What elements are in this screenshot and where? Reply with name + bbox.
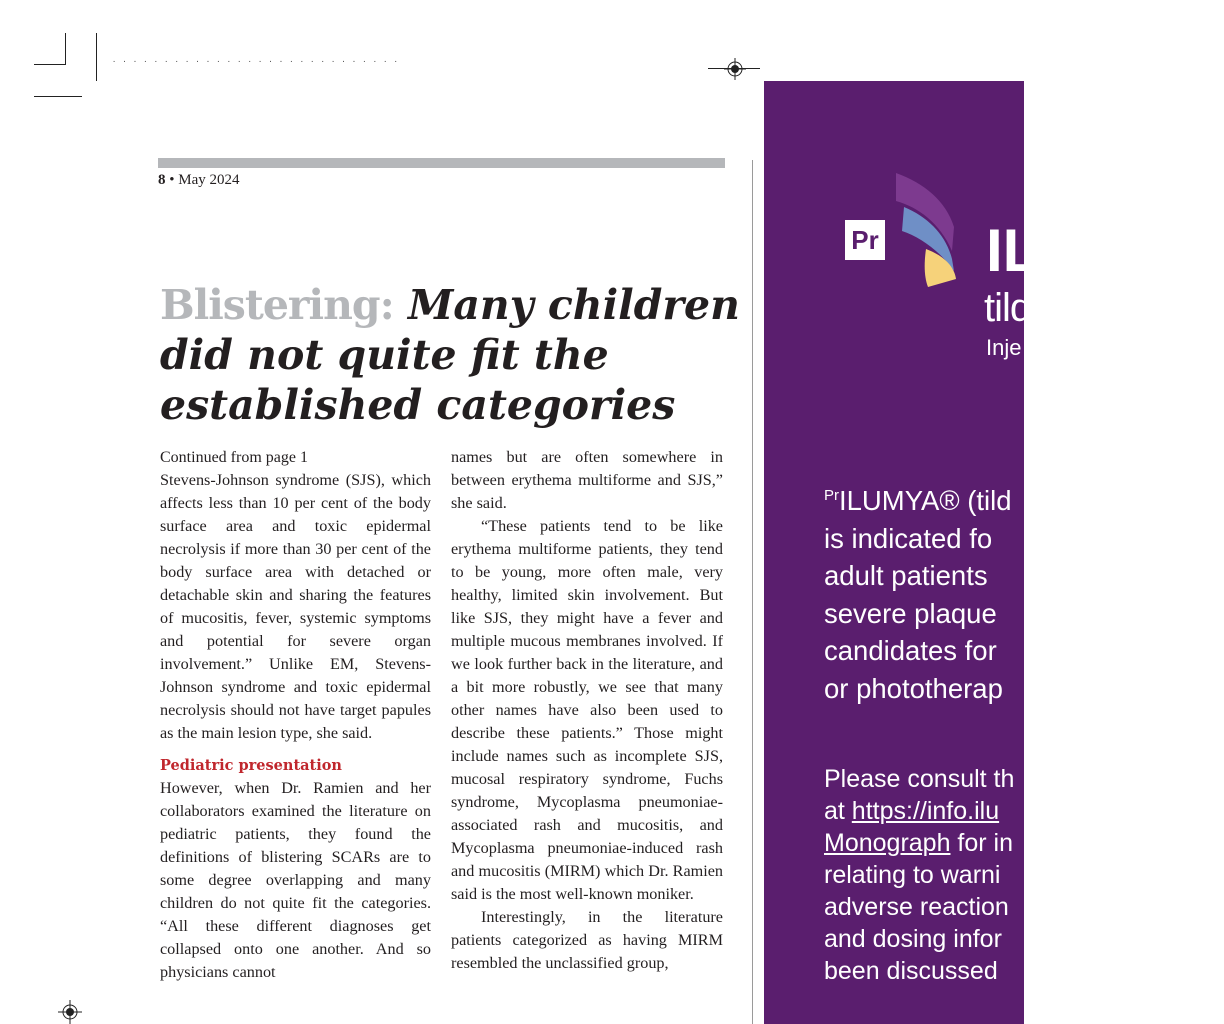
consult-line: been discussed [824,957,998,985]
issue-date: May 2024 [178,172,240,188]
folio-separator: • [169,172,175,188]
consult-line-rest: for in [950,829,1014,857]
printer-slug: · · · · · · · · · · · · · · · · · · · · · · · · · · · · [112,58,399,66]
consult-line: relating to warni [824,861,1001,889]
monograph-link[interactable]: https://info.ilu [851,797,1000,825]
body-paragraph: Stevens-Johnson syndrome (SJS), which affects less than 10 per cent of the body surface area and toxic epidermal necrolysis if more than 30 per cent of the body surface area with detached or detachable skin and sharing the features of mucositis, fever, systemic symptoms and potential for severe organ involvement.” Unlike EM, Stevens-Johnson syndrome and toxic epidermal necrolysis should not have target papules as the main lesion type, she said. [160,471,431,742]
indication-line-text: ILUMYA® (tild [839,485,1012,517]
header-rule [158,158,725,168]
article-column-1 [160,446,431,984]
registration-mark-icon [724,58,746,80]
indication-text [824,477,1224,707]
consult-line [824,827,1224,859]
indication-line: severe plaque [824,597,997,629]
ilumya-advertisement [764,81,1040,1024]
consult-line: and dosing infor [824,925,1002,953]
indication-line: is indicated fo [824,522,993,554]
continued-label: Continued from page 1 [160,449,308,466]
crop-mark [34,96,82,97]
page-number: 8 [158,172,166,188]
indication-line: adult patients [824,560,988,592]
consult-prefix: at [824,797,852,825]
folio [158,172,240,189]
administration-route: Inje [986,335,1022,360]
crop-mark [34,64,66,65]
body-paragraph: “These patients tend to be like erythema multiforme patients, they tend to be young, more often male, very healthy, limited skin involvement. But like SJS, they might have a fever and multiple mucous membranes involved. If we look further back in the literature, and a bit more robustly, we see that many other names have also been used to describe these patients.” Those might include names such as incomplete SJS, mucosal respiratory syndrome, Fuchs syndrome, Mycoplasma pneumoniae-associated rash and mucositis, and Mycoplasma pneumoniae-induced rash and mucositis (MIRM) which Dr. Ramien said is the most well-known moniker. [451,517,723,903]
crop-mark [65,33,66,65]
ilumya-logo-icon [894,167,968,293]
column-divider [752,160,753,1024]
indication-superscript: Pr [824,487,839,504]
consult-line [824,795,1224,827]
body-paragraph: names but are often somewhere in between erythema multiforme and SJS,” she said. [451,448,723,512]
generic-name: tild [984,286,1032,330]
consult-text [824,763,1224,987]
article-column-2 [451,446,723,975]
section-subhead: Pediatric presentation [160,757,342,774]
indication-line [824,477,1224,520]
consult-line: Please consult th [824,765,1015,793]
brand-name: IL [986,217,1040,284]
registration-mark-icon [58,1000,82,1024]
consult-line: adverse reaction [824,893,1009,921]
headline-kicker: Blistering: [160,281,394,329]
indication-line: or phototherap [824,672,1003,704]
body-paragraph: Interestingly, in the literature patients categorized as having MIRM resembled the unclassified group, [451,908,723,972]
article-headline [160,280,740,430]
headline-text: Many children did not quite fit the established categories [160,281,740,429]
pr-badge: Pr [845,220,885,260]
indication-line: candidates for [824,635,997,667]
body-paragraph: However, when Dr. Ramien and her collaborators examined the literature on pediatric patients, they found the definitions of blistering SCARs are to some degree overlapping and many children do not quite fit the categories. “All these different diagnoses get collapsed onto one another. And so physicians cannot [160,779,431,981]
monograph-link-word[interactable]: Monograph [824,829,951,857]
crop-mark [96,33,97,81]
